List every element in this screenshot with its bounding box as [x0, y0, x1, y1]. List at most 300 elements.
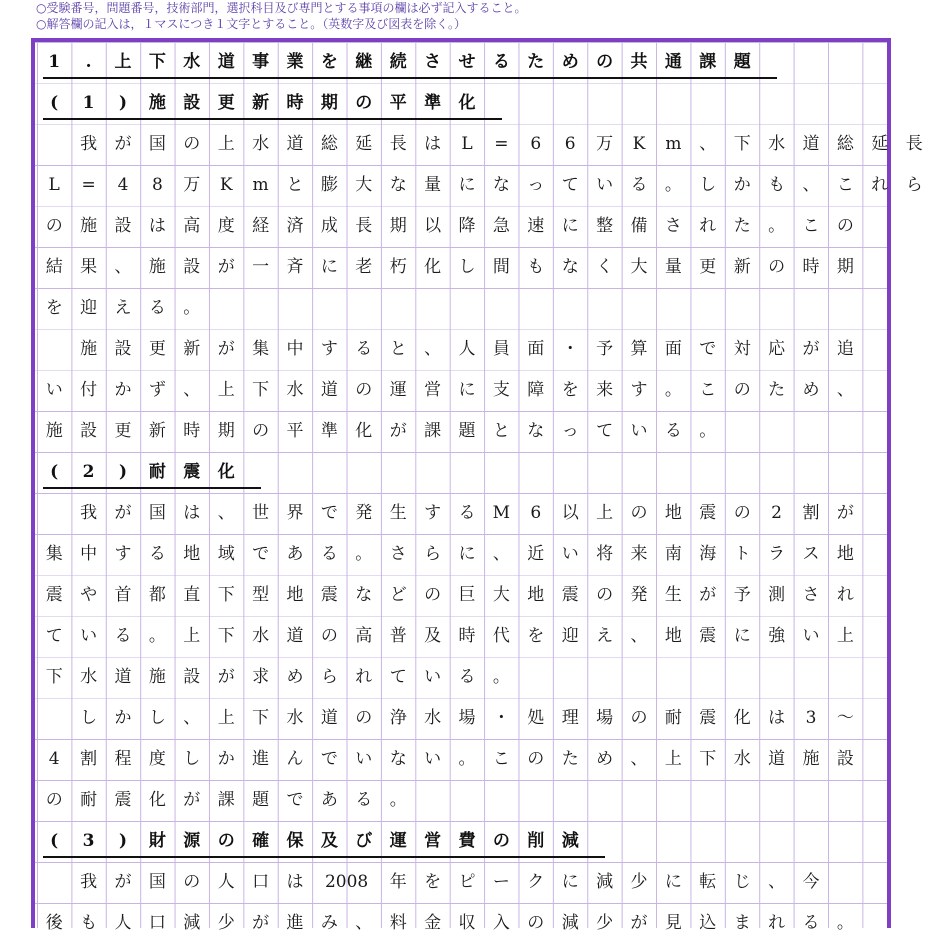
- grid-character: さ: [664, 216, 682, 236]
- grid-character: 化: [458, 93, 476, 113]
- grid-character: 水: [286, 380, 304, 400]
- grid-character: の: [217, 831, 235, 851]
- grid-character: 型: [252, 585, 270, 605]
- grid-character: の: [733, 380, 751, 400]
- grid-character: m: [665, 134, 682, 154]
- grid-character: ): [118, 93, 128, 113]
- instruction-line-fill-fields: ○受験番号，問題番号，技術部門，選択科目及び専門とする事項の欄は必ず記入すること。: [36, 1, 527, 15]
- grid-character: m: [252, 175, 269, 195]
- heading-underline: [43, 856, 605, 858]
- grid-character: ど: [389, 585, 407, 605]
- grid-character: 設: [114, 339, 132, 359]
- grid-character: れ: [871, 175, 889, 195]
- grid-character: 3: [805, 708, 817, 728]
- grid-character: 総: [320, 134, 338, 154]
- grid-character: 。: [148, 626, 166, 646]
- grid-character: の: [183, 134, 201, 154]
- grid-character: 期: [836, 257, 854, 277]
- grid-character: 確: [252, 831, 270, 851]
- grid-character: を: [561, 380, 579, 400]
- grid-character: 付: [80, 380, 98, 400]
- grid-character: 続: [389, 52, 407, 72]
- grid-character: い: [424, 749, 442, 769]
- grid-character: 海: [699, 544, 717, 564]
- grid-character: 準: [320, 421, 338, 441]
- grid-character: で: [320, 749, 338, 769]
- grid-character: 少: [596, 913, 614, 933]
- grid-character: 課: [217, 790, 235, 810]
- grid-character: る: [320, 544, 338, 564]
- grid-character: 化: [217, 462, 235, 482]
- grid-character: 震: [699, 708, 717, 728]
- grid-character: 道: [286, 134, 304, 154]
- grid-character: 迎: [80, 298, 98, 318]
- grid-character: 2008: [324, 872, 369, 892]
- grid-character: ら: [320, 667, 338, 687]
- grid-character: 。: [664, 175, 682, 195]
- grid-character: 〜: [836, 708, 854, 728]
- grid-character: 下: [45, 667, 63, 687]
- grid-character: ラ: [768, 544, 786, 564]
- grid-character: 発: [355, 503, 373, 523]
- grid-character: 予: [596, 339, 614, 359]
- grid-character: 。: [458, 749, 476, 769]
- grid-character: 水: [733, 749, 751, 769]
- grid-character: が: [630, 913, 648, 933]
- grid-character: に: [458, 544, 476, 564]
- body-text-row: [37, 206, 897, 247]
- grid-character: を: [424, 872, 442, 892]
- grid-character: こ: [802, 216, 820, 236]
- grid-character: 応: [768, 339, 786, 359]
- grid-character: 少: [217, 913, 235, 933]
- grid-character: 上: [836, 626, 854, 646]
- grid-character: 理: [561, 708, 579, 728]
- grid-character: す: [320, 339, 338, 359]
- grid-character: 地: [664, 503, 682, 523]
- grid-character: を: [527, 626, 545, 646]
- grid-character: 巨: [458, 585, 476, 605]
- grid-character: 後: [45, 913, 63, 933]
- grid-character: 4: [117, 175, 129, 195]
- grid-character: 面: [664, 339, 682, 359]
- grid-character: い: [802, 626, 820, 646]
- grid-character: 平: [286, 421, 304, 441]
- grid-character: 平: [389, 93, 407, 113]
- grid-character: 水: [252, 134, 270, 154]
- grid-character: え: [596, 626, 614, 646]
- grid-character: ら: [905, 175, 923, 195]
- grid-character: 水: [252, 626, 270, 646]
- body-text-row: [37, 411, 897, 452]
- grid-character: 及: [320, 831, 338, 851]
- grid-character: が: [217, 667, 235, 687]
- grid-character: ク: [527, 872, 545, 892]
- grid-character: て: [45, 626, 63, 646]
- grid-character: 上: [596, 503, 614, 523]
- grid-character: は: [424, 134, 442, 154]
- grid-character: 延: [355, 134, 373, 154]
- grid-character: 万: [596, 134, 614, 154]
- grid-character: 水: [768, 134, 786, 154]
- grid-character: 保: [286, 831, 304, 851]
- grid-character: み: [320, 913, 338, 933]
- grid-character: 時: [286, 93, 304, 113]
- grid-character: 6: [530, 134, 542, 154]
- grid-character: ): [118, 462, 128, 482]
- grid-character: 成: [320, 216, 338, 236]
- grid-character: が: [389, 421, 407, 441]
- grid-character: 減: [561, 831, 579, 851]
- grid-character: 首: [114, 585, 132, 605]
- grid-character: 震: [114, 790, 132, 810]
- grid-character: は: [183, 503, 201, 523]
- grid-character: 。: [183, 298, 201, 318]
- grid-character: 人: [458, 339, 476, 359]
- grid-character: K: [632, 134, 646, 154]
- grid-character: に: [320, 257, 338, 277]
- grid-character: し: [183, 749, 201, 769]
- grid-character: 時: [458, 626, 476, 646]
- grid-character: 地: [183, 544, 201, 564]
- grid-character: 水: [80, 667, 98, 687]
- grid-character: 集: [45, 544, 63, 564]
- grid-character: 上: [183, 626, 201, 646]
- grid-character: .: [85, 52, 92, 72]
- grid-character: 結: [45, 257, 63, 277]
- grid-character: (: [50, 93, 59, 113]
- grid-character: 震: [183, 462, 201, 482]
- grid-character: に: [664, 872, 682, 892]
- answer-sheet-grid: [31, 38, 923, 933]
- grid-character: で: [252, 544, 270, 564]
- grid-character: の: [596, 585, 614, 605]
- grid-character: 、: [183, 380, 201, 400]
- grid-character: が: [217, 339, 235, 359]
- grid-character: 年: [389, 872, 407, 892]
- grid-character: 地: [664, 626, 682, 646]
- grid-character: 題: [458, 421, 476, 441]
- grid-character: 。: [389, 790, 407, 810]
- grid-character: か: [217, 749, 235, 769]
- grid-character: い: [424, 667, 442, 687]
- grid-character: い: [596, 175, 614, 195]
- grid-character: る: [630, 175, 648, 195]
- grid-character: M: [492, 503, 511, 523]
- body-text-row: [37, 616, 897, 657]
- grid-character: 追: [836, 339, 854, 359]
- grid-character: 高: [355, 626, 373, 646]
- grid-character: 人: [217, 872, 235, 892]
- grid-character: 、: [114, 257, 132, 277]
- grid-character: の: [183, 872, 201, 892]
- grid-character: い: [80, 626, 98, 646]
- grid-character: 入: [492, 913, 510, 933]
- grid-character: ら: [424, 544, 442, 564]
- grid-character: 設: [114, 216, 132, 236]
- grid-character: 将: [596, 544, 614, 564]
- grid-character: 業: [286, 52, 304, 72]
- grid-character: こ: [699, 380, 717, 400]
- grid-character: る: [458, 667, 476, 687]
- grid-character: の: [768, 257, 786, 277]
- grid-character: か: [114, 708, 132, 728]
- grid-character: 上: [217, 134, 235, 154]
- grid-character: の: [492, 831, 510, 851]
- grid-character: も: [80, 913, 98, 933]
- grid-character: 。: [355, 544, 373, 564]
- grid-character: る: [664, 421, 682, 441]
- grid-character: に: [733, 626, 751, 646]
- grid-character: 施: [148, 667, 166, 687]
- grid-character: ま: [733, 913, 751, 933]
- grid-character: 整: [596, 216, 614, 236]
- grid-character: 処: [527, 708, 545, 728]
- grid-character: る: [148, 544, 166, 564]
- grid-character: ト: [733, 544, 751, 564]
- grid-character: 国: [148, 503, 166, 523]
- grid-character: 施: [802, 749, 820, 769]
- grid-character: え: [114, 298, 132, 318]
- grid-character: め: [561, 52, 579, 72]
- grid-character: い: [355, 749, 373, 769]
- grid-character: と: [389, 339, 407, 359]
- form-instructions: [36, 0, 916, 32]
- grid-character: 、: [699, 134, 717, 154]
- grid-character: は: [286, 872, 304, 892]
- grid-character: 生: [664, 585, 682, 605]
- grid-character: 算: [630, 339, 648, 359]
- grid-character: 、: [355, 913, 373, 933]
- grid-character: 期: [389, 216, 407, 236]
- grid-character: 込: [699, 913, 717, 933]
- grid-character: て: [596, 421, 614, 441]
- grid-character: の: [527, 913, 545, 933]
- grid-character: 。: [768, 216, 786, 236]
- grid-character: る: [492, 52, 510, 72]
- grid-character: の: [527, 749, 545, 769]
- grid-character: 4: [48, 749, 60, 769]
- grid-character: 測: [768, 585, 786, 605]
- grid-character: 及: [424, 626, 442, 646]
- grid-character: 発: [630, 585, 648, 605]
- grid-character: で: [286, 790, 304, 810]
- grid-character: め: [596, 749, 614, 769]
- grid-character: 共: [630, 52, 648, 72]
- grid-character: が: [114, 134, 132, 154]
- grid-character: 界: [286, 503, 304, 523]
- grid-character: (: [50, 462, 59, 482]
- grid-character: に: [458, 175, 476, 195]
- grid-character: 下: [217, 585, 235, 605]
- grid-character: 経: [252, 216, 270, 236]
- grid-character: で: [320, 503, 338, 523]
- body-text-row: [37, 288, 897, 329]
- grid-character: じ: [733, 872, 751, 892]
- body-text-row: [37, 247, 897, 288]
- grid-character: 施: [80, 216, 98, 236]
- grid-character: K: [219, 175, 233, 195]
- grid-character: 老: [355, 257, 373, 277]
- grid-character: い: [45, 380, 63, 400]
- grid-character: 課: [424, 421, 442, 441]
- body-text-row: [37, 124, 923, 165]
- grid-character: 長: [355, 216, 373, 236]
- grid-character: あ: [286, 544, 304, 564]
- grid-character: の: [733, 503, 751, 523]
- grid-character: た: [733, 216, 751, 236]
- grid-character: 今: [802, 872, 820, 892]
- body-text-row: [37, 862, 897, 903]
- grid-character: =: [494, 134, 509, 154]
- grid-character: が: [114, 872, 132, 892]
- grid-character: 総: [836, 134, 854, 154]
- body-text-row: [37, 698, 897, 739]
- grid-character: が: [699, 585, 717, 605]
- grid-character: 南: [664, 544, 682, 564]
- grid-character: 。: [836, 913, 854, 933]
- grid-character: に: [458, 380, 476, 400]
- grid-character: 進: [252, 749, 270, 769]
- grid-character: 震: [699, 626, 717, 646]
- grid-character: 収: [458, 913, 476, 933]
- grid-character: に: [561, 216, 579, 236]
- grid-character: 通: [664, 52, 682, 72]
- grid-character: 化: [148, 790, 166, 810]
- section-heading-row: [37, 821, 897, 862]
- grid-character: 下: [252, 708, 270, 728]
- grid-character: な: [492, 175, 510, 195]
- grid-character: 済: [286, 216, 304, 236]
- grid-character: ー: [492, 872, 510, 892]
- grid-character: も: [768, 175, 786, 195]
- body-text-row: [37, 575, 897, 616]
- body-text-row: [37, 534, 897, 575]
- grid-character: 斉: [286, 257, 304, 277]
- grid-character: が: [114, 503, 132, 523]
- grid-character: し: [458, 257, 476, 277]
- grid-character: 浄: [389, 708, 407, 728]
- grid-character: あ: [320, 790, 338, 810]
- grid-character: 道: [217, 52, 235, 72]
- grid-character: 更: [148, 339, 166, 359]
- grid-character: 水: [183, 52, 201, 72]
- grid-character: や: [80, 585, 98, 605]
- grid-character: 国: [148, 872, 166, 892]
- grid-character: 6: [530, 503, 542, 523]
- body-text-row: [37, 657, 897, 698]
- grid-character: 都: [148, 585, 166, 605]
- grid-character: 生: [389, 503, 407, 523]
- grid-character: 量: [424, 175, 442, 195]
- grid-character: 下: [148, 52, 166, 72]
- grid-character: い: [630, 421, 648, 441]
- grid-character: の: [45, 216, 63, 236]
- grid-character: 割: [80, 749, 98, 769]
- grid-character: ・: [561, 339, 579, 359]
- grid-character: 化: [733, 708, 751, 728]
- grid-character: 料: [389, 913, 407, 933]
- grid-character: 大: [630, 257, 648, 277]
- grid-character: L: [48, 175, 60, 195]
- grid-character: 営: [424, 831, 442, 851]
- grid-character: 道: [320, 380, 338, 400]
- grid-character: 運: [389, 831, 407, 851]
- section-heading-row: [37, 83, 897, 124]
- grid-character: 震: [699, 503, 717, 523]
- grid-character: 6: [564, 134, 576, 154]
- grid-character: 、: [424, 339, 442, 359]
- grid-character: な: [355, 585, 373, 605]
- grid-character: が: [802, 339, 820, 359]
- grid-character: 果: [80, 257, 98, 277]
- grid-character: 期: [320, 93, 338, 113]
- grid-character: る: [114, 626, 132, 646]
- heading-underline: [43, 487, 261, 489]
- grid-character: 直: [183, 585, 201, 605]
- grid-character: 3: [82, 831, 95, 851]
- grid-character: の: [596, 52, 614, 72]
- grid-character: 施: [148, 257, 166, 277]
- grid-character: 期: [217, 421, 235, 441]
- grid-character: 高: [183, 216, 201, 236]
- grid-character: 膨: [320, 175, 338, 195]
- grid-character: 削: [527, 831, 545, 851]
- grid-character: っ: [527, 175, 545, 195]
- grid-character: の: [836, 216, 854, 236]
- grid-character: 化: [424, 257, 442, 277]
- grid-character: せ: [458, 52, 476, 72]
- grid-character: 、: [836, 380, 854, 400]
- grid-character: 地: [836, 544, 854, 564]
- grid-character: る: [802, 913, 820, 933]
- grid-character: て: [389, 667, 407, 687]
- grid-character: 、: [630, 626, 648, 646]
- grid-character: 源: [183, 831, 201, 851]
- grid-character: =: [81, 175, 96, 195]
- grid-character: 施: [80, 339, 98, 359]
- grid-character: 施: [45, 421, 63, 441]
- grid-character: 中: [80, 544, 98, 564]
- grid-character: の: [320, 626, 338, 646]
- grid-character: 我: [80, 134, 98, 154]
- grid-character: れ: [699, 216, 717, 236]
- grid-character: れ: [768, 913, 786, 933]
- grid-character: 上: [217, 380, 235, 400]
- grid-character: 長: [389, 134, 407, 154]
- grid-character: 化: [355, 421, 373, 441]
- grid-character: る: [458, 503, 476, 523]
- grid-character: 万: [183, 175, 201, 195]
- grid-character: 震: [561, 585, 579, 605]
- grid-character: 我: [80, 872, 98, 892]
- grid-character: 設: [80, 421, 98, 441]
- grid-character: 地: [527, 585, 545, 605]
- grid-character: 員: [492, 339, 510, 359]
- grid-character: ): [118, 831, 128, 851]
- grid-character: 震: [45, 585, 63, 605]
- grid-character: 予: [733, 585, 751, 605]
- grid-character: 2: [771, 503, 782, 523]
- grid-character: 来: [596, 380, 614, 400]
- grid-character: 費: [458, 831, 476, 851]
- grid-character: も: [527, 257, 545, 277]
- body-text-row: [37, 493, 897, 534]
- grid-character: 域: [217, 544, 235, 564]
- grid-character: は: [148, 216, 166, 236]
- grid-character: の: [630, 503, 648, 523]
- grid-character: し: [148, 708, 166, 728]
